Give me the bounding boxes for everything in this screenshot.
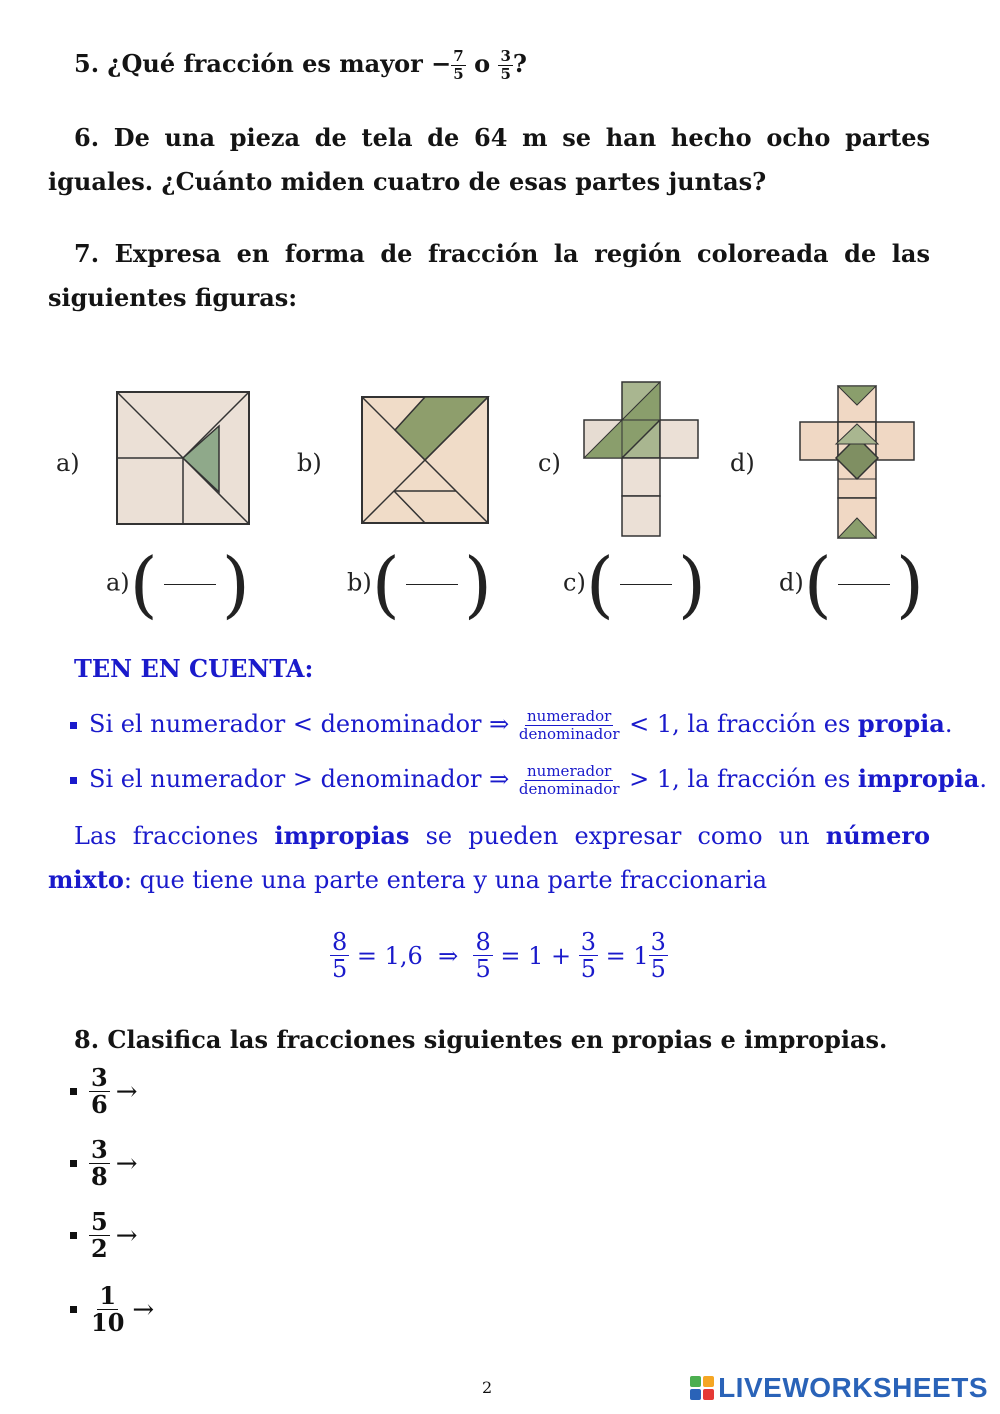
bullet-icon bbox=[70, 1232, 77, 1239]
ex-a-num: 8 bbox=[332, 928, 348, 956]
ex-b-den: 5 bbox=[475, 955, 491, 983]
answer-b-blank[interactable] bbox=[406, 584, 458, 585]
answer-d-label: d) bbox=[779, 568, 804, 597]
arrow-icon: → bbox=[115, 1076, 138, 1107]
example-frac-c bbox=[579, 930, 598, 981]
answer-a: a)( ) bbox=[106, 542, 250, 626]
q5-f2-den: 5 bbox=[500, 65, 511, 83]
ex-eq2: = 1 + bbox=[492, 941, 579, 970]
answer-b: b)( ) bbox=[347, 542, 492, 626]
rule2-pre: Si el numerador > denominador ⇒ bbox=[89, 765, 517, 793]
example-frac-a bbox=[330, 930, 349, 981]
ex-d-num: 3 bbox=[650, 928, 666, 956]
answer-c-blank[interactable] bbox=[620, 584, 672, 585]
item2-num: 3 bbox=[91, 1135, 108, 1164]
figure-label-c: c) bbox=[538, 449, 561, 477]
answer-c: c)( ) bbox=[563, 542, 706, 626]
bullet-icon bbox=[70, 1306, 77, 1313]
figure-label-d: d) bbox=[730, 449, 755, 477]
item3-den: 2 bbox=[91, 1234, 108, 1263]
classify-item-4 bbox=[70, 1281, 155, 1337]
classify-item-1 bbox=[70, 1063, 138, 1119]
figure-label-a: a) bbox=[56, 449, 80, 477]
arrow-icon: → bbox=[132, 1294, 155, 1325]
figure-b bbox=[360, 395, 490, 525]
rule1-den: denominador bbox=[518, 725, 620, 743]
item1-num: 3 bbox=[91, 1063, 108, 1092]
question-8 bbox=[48, 1018, 930, 1062]
para-t2: se pueden expresar como un bbox=[409, 822, 826, 850]
item1-den: 6 bbox=[91, 1090, 108, 1119]
bullet-icon bbox=[70, 777, 77, 784]
note-title: TEN EN CUENTA: bbox=[74, 654, 314, 683]
rule2-num: numerador bbox=[527, 762, 612, 780]
para-t1: Las fracciones bbox=[74, 822, 275, 850]
q5-end: ? bbox=[512, 49, 527, 78]
classify-fraction-1 bbox=[89, 1063, 110, 1119]
rule2-den: denominador bbox=[518, 780, 620, 798]
item3-num: 5 bbox=[91, 1207, 108, 1236]
classify-fraction-3 bbox=[89, 1207, 110, 1263]
ex-c-den: 5 bbox=[580, 955, 597, 983]
bullet-icon bbox=[70, 1088, 77, 1095]
answer-d-blank[interactable] bbox=[838, 584, 890, 585]
q6-text: 6. De una pieza de tela de 64 m se han hecho ocho partes iguales. ¿Cuánto miden cuatro de esas partes juntas? bbox=[48, 123, 930, 196]
rule1-pre: Si el numerador < denominador ⇒ bbox=[89, 710, 517, 738]
fraction-3-5 bbox=[498, 49, 512, 82]
fraction-neg-7-5 bbox=[451, 49, 465, 82]
figure-d bbox=[798, 384, 918, 540]
question-7 bbox=[48, 232, 930, 320]
para-t3: : que tiene una parte entera y una parte fraccionaria bbox=[123, 866, 768, 894]
answer-c-label: c) bbox=[563, 568, 586, 597]
example-frac-b bbox=[473, 930, 492, 981]
rule1-key: propia bbox=[857, 709, 945, 738]
rule1-end: . bbox=[944, 710, 953, 738]
figure-c bbox=[582, 380, 700, 538]
answer-a-label: a) bbox=[106, 568, 130, 597]
note-rule-2 bbox=[70, 759, 987, 799]
ex-d-den: 5 bbox=[650, 955, 666, 983]
q5-mid: o bbox=[465, 49, 499, 78]
item2-den: 8 bbox=[91, 1162, 108, 1191]
classify-item-3 bbox=[70, 1207, 138, 1263]
arrow-icon: → bbox=[115, 1220, 138, 1251]
q5-f2-num: 3 bbox=[500, 47, 511, 65]
ex-b-num: 8 bbox=[475, 928, 491, 956]
arrow-icon: → bbox=[115, 1148, 138, 1179]
liveworksheets-logo[interactable] bbox=[690, 1372, 988, 1404]
classify-fraction-2 bbox=[89, 1135, 110, 1191]
note-paragraph bbox=[48, 814, 930, 902]
classify-fraction-4 bbox=[89, 1281, 126, 1337]
logo-text: LIVEWORKSHEETS bbox=[718, 1372, 988, 1403]
mixed-number-example bbox=[330, 930, 668, 981]
para-b1: impropias bbox=[274, 821, 410, 850]
bullet-icon bbox=[70, 1160, 77, 1167]
figure-label-b: b) bbox=[297, 449, 322, 477]
item4-den: 10 bbox=[91, 1308, 125, 1337]
q5-f1-num: 7 bbox=[453, 47, 464, 65]
rule2-post: > 1, la fracción es bbox=[621, 765, 858, 793]
rule1-post: < 1, la fracción es bbox=[621, 710, 858, 738]
q8-text: 8. Clasifica las fracciones siguientes en propias e impropias. bbox=[74, 1025, 888, 1054]
rule2-fraction bbox=[517, 764, 622, 797]
q5-minus: − bbox=[431, 49, 452, 78]
q5-lead: 5. ¿Qué fracción es mayor bbox=[74, 49, 432, 78]
example-frac-d bbox=[649, 930, 668, 981]
ex-c-num: 3 bbox=[580, 928, 597, 956]
rule1-num: numerador bbox=[527, 707, 612, 725]
q5-f1-den: 5 bbox=[453, 65, 464, 83]
note-rule-1 bbox=[70, 704, 952, 744]
rule2-end: . bbox=[979, 765, 987, 793]
para-b2: número mixto bbox=[48, 821, 930, 894]
answer-b-label: b) bbox=[347, 568, 372, 597]
bullet-icon bbox=[70, 722, 77, 729]
ex-eq1: = 1,6 ⇒ bbox=[349, 941, 474, 970]
liveworksheets-grid-icon bbox=[690, 1376, 714, 1400]
figure-a bbox=[115, 390, 251, 528]
answer-a-blank[interactable] bbox=[164, 584, 216, 585]
question-5 bbox=[48, 42, 930, 86]
question-6 bbox=[48, 116, 930, 204]
answer-d: d)( ) bbox=[779, 542, 924, 626]
ex-a-den: 5 bbox=[332, 955, 348, 983]
rule2-key: impropia bbox=[857, 764, 980, 793]
item4-num: 1 bbox=[99, 1281, 117, 1310]
rule1-fraction bbox=[517, 709, 622, 742]
page-number: 2 bbox=[482, 1378, 493, 1397]
ex-eq3: = 1 bbox=[598, 941, 649, 970]
classify-item-2 bbox=[70, 1135, 138, 1191]
q7-text: 7. Expresa en forma de fracción la región coloreada de las siguientes figuras: bbox=[48, 239, 930, 312]
